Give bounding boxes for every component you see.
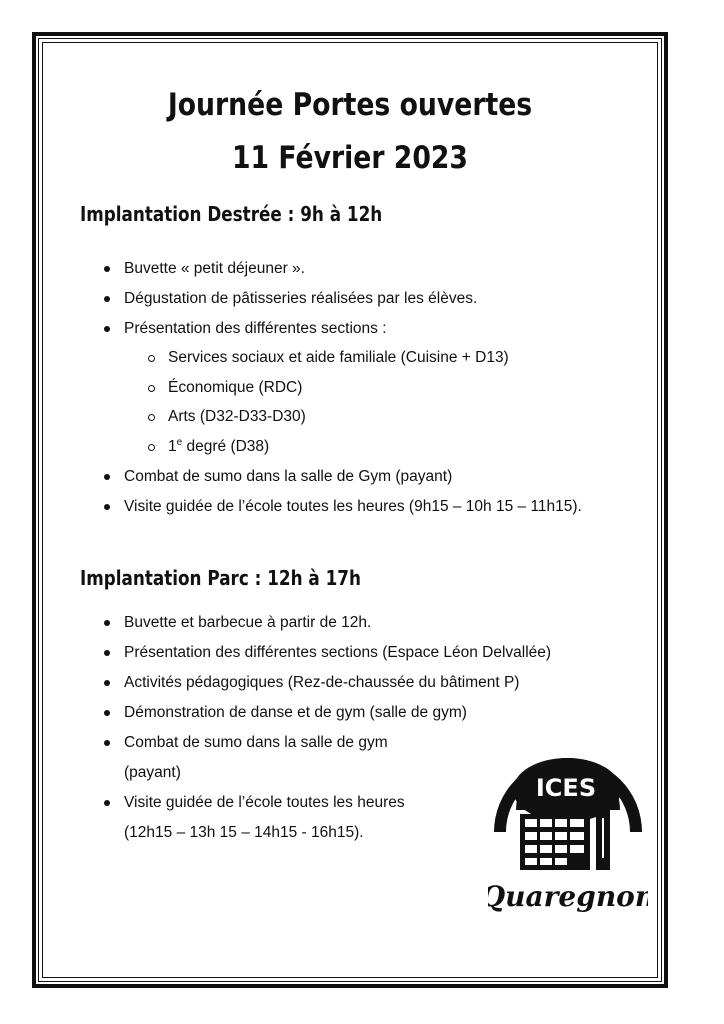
destree-heading: Implantation Destrée : 9h à 12h xyxy=(80,202,383,226)
sub-list-item: Services sociaux et aide familiale (Cuisine + D13) xyxy=(168,349,509,366)
list-item: Dégustation de pâtisseries réalisées par les élèves. xyxy=(124,290,478,307)
list-item: Visite guidée de l’école toutes les heures xyxy=(124,794,405,811)
bullet-icon xyxy=(104,650,110,656)
degree-number: 1 xyxy=(168,438,177,455)
list-item: Démonstration de danse et de gym (salle de gym) xyxy=(124,704,467,721)
school-building-icon xyxy=(488,748,648,918)
bullet-icon xyxy=(104,504,110,510)
sub-list-item-degree xyxy=(168,437,269,457)
list-item: Visite guidée de l’école toutes les heures (9h15 – 10h 15 – 11h15). xyxy=(124,498,582,515)
sub-bullet-icon xyxy=(148,355,155,362)
sub-bullet-icon xyxy=(148,444,155,451)
page-title-line1: Journée Portes ouvertes xyxy=(167,87,533,123)
bullet-icon xyxy=(104,474,110,480)
list-item-continuation: (12h15 – 13h 15 – 14h15 - 16h15). xyxy=(124,824,364,841)
bullet-icon xyxy=(104,740,110,746)
logo-text-top: ICES xyxy=(535,774,597,802)
list-item: Buvette et barbecue à partir de 12h. xyxy=(124,614,372,631)
logo-text-bottom: Quaregnon xyxy=(488,880,648,913)
bullet-icon xyxy=(104,266,110,272)
list-item: Combat de sumo dans la salle de gym xyxy=(124,734,388,751)
list-item: Activités pédagogiques (Rez-de-chaussée du bâtiment P) xyxy=(124,674,520,691)
sub-list-item: Arts (D32-D33-D30) xyxy=(168,408,306,425)
bullet-icon xyxy=(104,680,110,686)
list-item: Présentation des différentes sections (Espace Léon Delvallée) xyxy=(124,644,552,661)
bullet-icon xyxy=(104,620,110,626)
page-title-date: 11 Février 2023 xyxy=(232,140,468,176)
sub-list-item: Économique (RDC) xyxy=(168,379,303,396)
bullet-icon xyxy=(104,296,110,302)
list-item: Présentation des différentes sections : xyxy=(124,320,387,337)
degree-label: degré (D38) xyxy=(182,438,270,455)
bullet-icon xyxy=(104,710,110,716)
sub-bullet-icon xyxy=(148,414,155,421)
parc-heading: Implantation Parc : 12h à 17h xyxy=(80,566,361,590)
list-item: Buvette « petit déjeuner ». xyxy=(124,260,305,277)
ices-logo xyxy=(488,748,648,918)
list-item: Combat de sumo dans la salle de Gym (payant) xyxy=(124,468,453,485)
bullet-icon xyxy=(104,800,110,806)
sub-bullet-icon xyxy=(148,385,155,392)
bullet-icon xyxy=(104,326,110,332)
degree-suffix: e xyxy=(176,437,183,448)
list-item-continuation: (payant) xyxy=(124,764,181,781)
